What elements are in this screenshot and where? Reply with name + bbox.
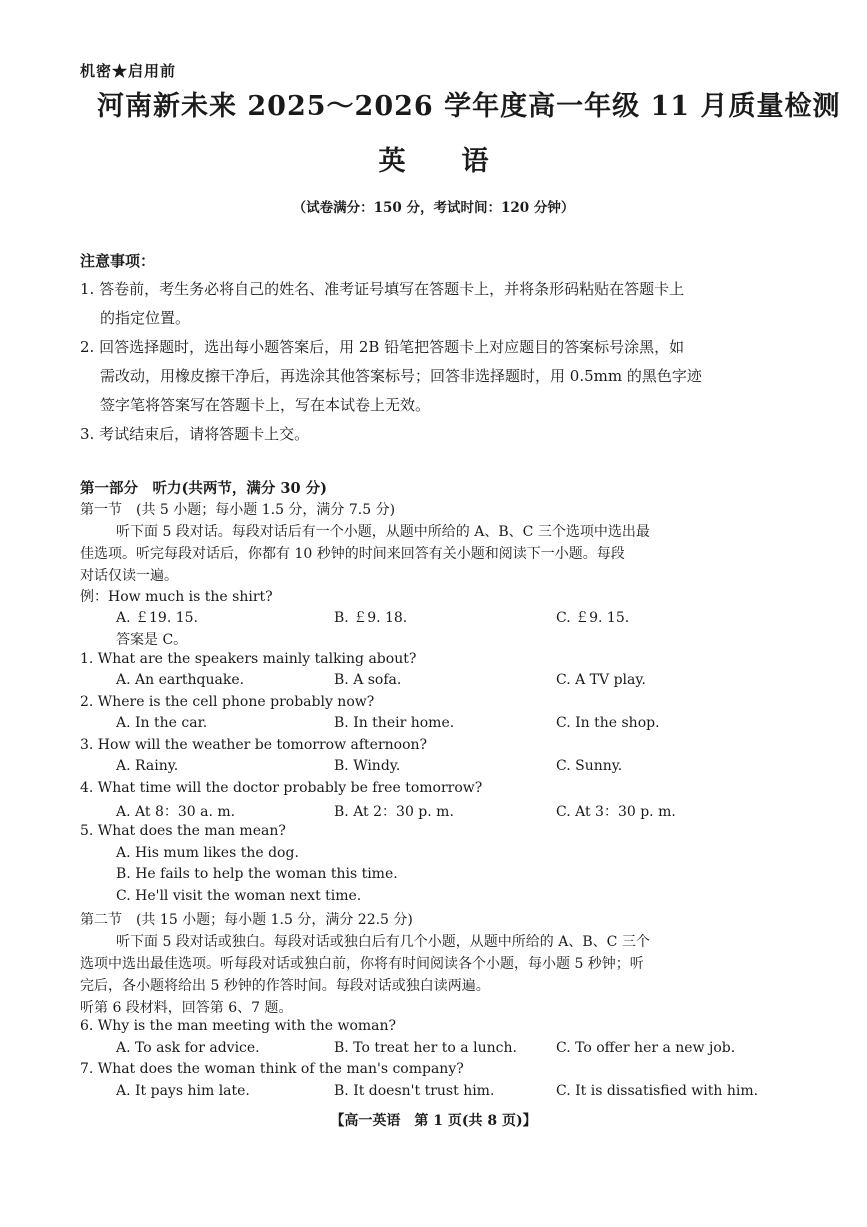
q5-option-b: B. He fails to help the woman this time. — [116, 866, 398, 882]
example-option-b: B. ￡9. 18. — [334, 610, 408, 626]
question-6: 6. Why is the man meeting with the woman? — [80, 1018, 397, 1034]
q6-option-c: C. To offer her a new job. — [556, 1040, 736, 1056]
page-footer: 【高一英语 第 1 页(共 8 页)】 — [330, 1113, 537, 1129]
notice-line: 3. 考试结束后，请将答题卡上交。 — [80, 425, 310, 443]
q4-option-b: B. At 2：30 p. m. — [334, 804, 454, 820]
q1-option-c: C. A TV play. — [556, 672, 646, 688]
notice-line: 2. 回答选择题时，选出每小题答案后，用 2B 铅笔把答题卡上对应题目的答案标号涂黑，如 — [80, 338, 685, 356]
section1-heading: 第一节 (共 5 小题；每小题 1.5 分，满分 7.5 分) — [80, 502, 396, 518]
notice-line: 的指定位置。 — [100, 309, 191, 327]
q3-option-a: A. Rainy. — [116, 758, 179, 774]
q7-option-b: B. It doesn't trust him. — [334, 1083, 495, 1099]
q5-option-a: A. His mum likes the dog. — [116, 845, 299, 861]
q7-option-a: A. It pays him late. — [116, 1083, 250, 1099]
confidential-label: 机密★启用前 — [80, 62, 177, 80]
example-option-c: C. ￡9. 15. — [556, 610, 630, 626]
example-option-a: A. ￡19. 15. — [116, 610, 198, 626]
exam-meta: （试卷满分：150 分，考试时间：120 分钟） — [292, 200, 575, 216]
question-2: 2. Where is the cell phone probably now? — [80, 694, 375, 710]
question-7: 7. What does the woman think of the man's company? — [80, 1061, 464, 1077]
notice-line: 需改动，用橡皮擦干净后，再选涂其他答案标号；回答非选择题时，用 0.5mm 的黑色字迹 — [100, 367, 702, 385]
q4-option-c: C. At 3：30 p. m. — [556, 804, 676, 820]
section2-heading: 第二节 (共 15 小题；每小题 1.5 分，满分 22.5 分) — [80, 912, 413, 928]
example-question: 例：How much is the shirt? — [80, 589, 273, 605]
subject-title — [0, 139, 867, 178]
question-1: 1. What are the speakers mainly talking about? — [80, 651, 417, 667]
notice-line: 1. 答卷前，考生务必将自己的姓名、准考证号填写在答题卡上，并将条形码粘贴在答题卡上 — [80, 280, 685, 298]
exam-title: 河南新未来 2025～2026 学年度高一年级 11 月质量检测 — [97, 91, 841, 122]
question-4: 4. What time will the doctor probably be free tomorrow? — [80, 780, 483, 796]
q6-option-b: B. To treat her to a lunch. — [334, 1040, 517, 1056]
q1-option-a: A. An earthquake. — [116, 672, 245, 688]
subject-char-1: 英 — [378, 146, 406, 177]
question-5: 5. What does the man mean? — [80, 823, 286, 839]
notice-heading: 注意事项： — [80, 252, 156, 270]
notice-line: 签字笔将答案写在答题卡上，写在本试卷上无效。 — [100, 396, 431, 414]
q5-option-c: C. He'll visit the woman next time. — [116, 888, 362, 904]
section2-instruction: 听下面 5 段对话或独白。每段对话或独白后有几个小题，从题中所给的 A、B、C 三个 — [116, 934, 650, 950]
q4-option-a: A. At 8：30 a. m. — [116, 804, 236, 820]
part1-heading: 第一部分 听力(共两节，满分 30 分) — [80, 480, 327, 497]
section2-instruction: 选项中选出最佳选项。听每段对话或独白前，你将有时间阅读各个小题，每小题 5 秒钟；听 — [80, 956, 644, 972]
section2-instruction: 完后，各小题将给出 5 秒钟的作答时间。每段对话或独白读两遍。 — [80, 978, 490, 994]
example-answer: 答案是 C。 — [116, 632, 188, 648]
q3-option-b: B. Windy. — [334, 758, 401, 774]
material-label: 听第 6 段材料，回答第 6、7 题。 — [80, 1000, 293, 1016]
q3-option-c: C. Sunny. — [556, 758, 623, 774]
q2-option-a: A. In the car. — [116, 715, 208, 731]
question-3: 3. How will the weather be tomorrow afternoon? — [80, 737, 428, 753]
section1-instruction: 听下面 5 段对话。每段对话后有一个小题，从题中所给的 A、B、C 三个选项中选出最 — [116, 524, 650, 540]
q7-option-c: C. It is dissatisfied with him. — [556, 1083, 759, 1099]
q6-option-a: A. To ask for advice. — [116, 1040, 260, 1056]
section1-instruction: 对话仅读一遍。 — [80, 568, 178, 584]
q2-option-b: B. In their home. — [334, 715, 455, 731]
section1-instruction: 佳选项。听完每段对话后，你都有 10 秒钟的时间来回答有关小题和阅读下一小题。每段 — [80, 546, 625, 562]
q2-option-c: C. In the shop. — [556, 715, 660, 731]
q1-option-b: B. A sofa. — [334, 672, 402, 688]
subject-char-2: 语 — [461, 146, 489, 177]
